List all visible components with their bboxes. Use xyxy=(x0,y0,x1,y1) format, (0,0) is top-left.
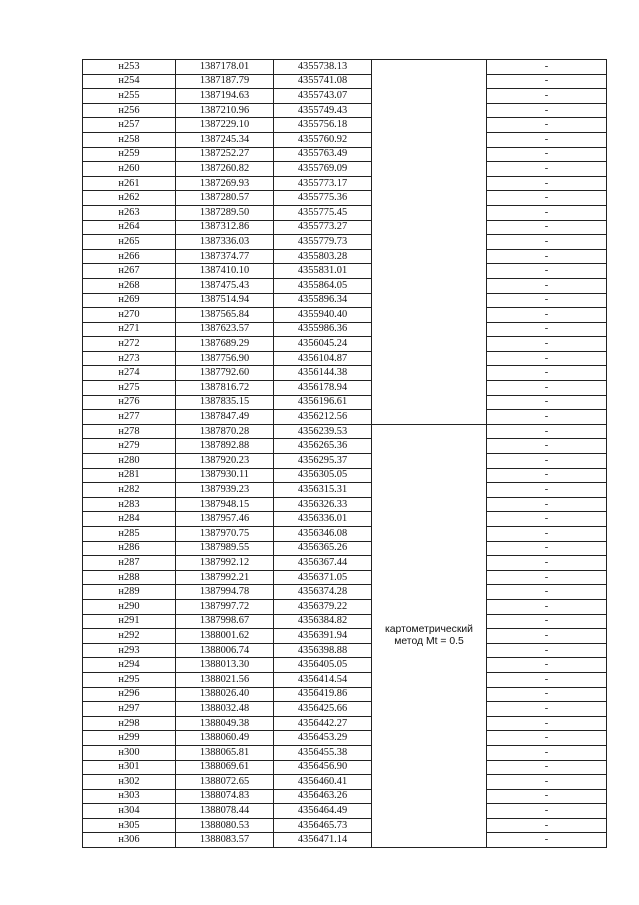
table-row xyxy=(83,410,607,425)
point-id-cell: н289 xyxy=(83,585,176,600)
point-id-cell: н253 xyxy=(83,60,176,75)
x-coordinate-cell: 1387948.15 xyxy=(176,497,274,512)
x-coordinate-cell: 1387280.57 xyxy=(176,191,274,206)
x-coordinate-cell: 1388069.61 xyxy=(176,760,274,775)
point-id-cell: н279 xyxy=(83,439,176,454)
note-cell: - xyxy=(487,789,607,804)
note-cell: - xyxy=(487,308,607,323)
x-coordinate-cell: 1387623.57 xyxy=(176,322,274,337)
point-id-cell: н304 xyxy=(83,804,176,819)
x-coordinate-cell: 1388080.53 xyxy=(176,818,274,833)
point-id-cell: н297 xyxy=(83,702,176,717)
note-cell: - xyxy=(487,585,607,600)
point-id-cell: н257 xyxy=(83,118,176,133)
note-cell: - xyxy=(487,775,607,790)
y-coordinate-cell: 4356453.29 xyxy=(274,731,372,746)
point-id-cell: н303 xyxy=(83,789,176,804)
y-coordinate-cell: 4356336.01 xyxy=(274,512,372,527)
x-coordinate-cell: 1387989.55 xyxy=(176,541,274,556)
x-coordinate-cell: 1387997.72 xyxy=(176,599,274,614)
x-coordinate-cell: 1387374.77 xyxy=(176,249,274,264)
y-coordinate-cell: 4356384.82 xyxy=(274,614,372,629)
table-row xyxy=(83,789,607,804)
x-coordinate-cell: 1387816.72 xyxy=(176,381,274,396)
point-id-cell: н291 xyxy=(83,614,176,629)
table-row xyxy=(83,833,607,848)
table-row xyxy=(83,468,607,483)
note-cell: - xyxy=(487,599,607,614)
method-cell-upper xyxy=(372,60,487,425)
table-row xyxy=(83,775,607,790)
y-coordinate-cell: 4356305.05 xyxy=(274,468,372,483)
x-coordinate-cell: 1388083.57 xyxy=(176,833,274,848)
y-coordinate-cell: 4355769.09 xyxy=(274,162,372,177)
y-coordinate-cell: 4355760.92 xyxy=(274,132,372,147)
point-id-cell: н295 xyxy=(83,672,176,687)
y-coordinate-cell: 4355741.08 xyxy=(274,74,372,89)
table-row xyxy=(83,527,607,542)
point-id-cell: н293 xyxy=(83,643,176,658)
note-cell: - xyxy=(487,205,607,220)
y-coordinate-cell: 4356295.37 xyxy=(274,454,372,469)
x-coordinate-cell: 1387565.84 xyxy=(176,308,274,323)
point-id-cell: н259 xyxy=(83,147,176,162)
point-id-cell: н267 xyxy=(83,264,176,279)
table-row xyxy=(83,658,607,673)
x-coordinate-cell: 1387792.60 xyxy=(176,366,274,381)
x-coordinate-cell: 1387835.15 xyxy=(176,395,274,410)
x-coordinate-cell: 1387252.27 xyxy=(176,147,274,162)
note-cell: - xyxy=(487,672,607,687)
x-coordinate-cell: 1388026.40 xyxy=(176,687,274,702)
x-coordinate-cell: 1387260.82 xyxy=(176,162,274,177)
y-coordinate-cell: 4355940.40 xyxy=(274,308,372,323)
table-row xyxy=(83,381,607,396)
y-coordinate-cell: 4356464.49 xyxy=(274,804,372,819)
table-row xyxy=(83,614,607,629)
note-cell: - xyxy=(487,322,607,337)
table-row xyxy=(83,191,607,206)
table-row xyxy=(83,162,607,177)
table-row xyxy=(83,176,607,191)
x-coordinate-cell: 1387312.86 xyxy=(176,220,274,235)
y-coordinate-cell: 4356471.14 xyxy=(274,833,372,848)
note-cell: - xyxy=(487,337,607,352)
table-row xyxy=(83,351,607,366)
y-coordinate-cell: 4356239.53 xyxy=(274,424,372,439)
x-coordinate-cell: 1387970.75 xyxy=(176,527,274,542)
point-id-cell: н265 xyxy=(83,235,176,250)
note-cell: - xyxy=(487,424,607,439)
x-coordinate-cell: 1387892.88 xyxy=(176,439,274,454)
point-id-cell: н270 xyxy=(83,308,176,323)
y-coordinate-cell: 4356379.22 xyxy=(274,599,372,614)
note-cell: - xyxy=(487,278,607,293)
point-id-cell: н299 xyxy=(83,731,176,746)
x-coordinate-cell: 1387930.11 xyxy=(176,468,274,483)
table-row xyxy=(83,74,607,89)
note-cell: - xyxy=(487,483,607,498)
point-id-cell: н261 xyxy=(83,176,176,191)
x-coordinate-cell: 1388001.62 xyxy=(176,629,274,644)
table-row xyxy=(83,760,607,775)
y-coordinate-cell: 4356178.94 xyxy=(274,381,372,396)
point-id-cell: н301 xyxy=(83,760,176,775)
x-coordinate-cell: 1387847.49 xyxy=(176,410,274,425)
x-coordinate-cell: 1387229.10 xyxy=(176,118,274,133)
table-row xyxy=(83,308,607,323)
note-cell: - xyxy=(487,527,607,542)
note-cell: - xyxy=(487,60,607,75)
point-id-cell: н280 xyxy=(83,454,176,469)
note-cell: - xyxy=(487,833,607,848)
point-id-cell: н288 xyxy=(83,570,176,585)
table-row xyxy=(83,483,607,498)
y-coordinate-cell: 4356374.28 xyxy=(274,585,372,600)
point-id-cell: н274 xyxy=(83,366,176,381)
x-coordinate-cell: 1387689.29 xyxy=(176,337,274,352)
point-id-cell: н294 xyxy=(83,658,176,673)
method-cell xyxy=(372,424,487,847)
y-coordinate-cell: 4356455.38 xyxy=(274,745,372,760)
y-coordinate-cell: 4355831.01 xyxy=(274,264,372,279)
y-coordinate-cell: 4355743.07 xyxy=(274,89,372,104)
table-row xyxy=(83,497,607,512)
note-cell: - xyxy=(487,162,607,177)
x-coordinate-cell: 1388006.74 xyxy=(176,643,274,658)
note-cell: - xyxy=(487,264,607,279)
x-coordinate-cell: 1387178.01 xyxy=(176,60,274,75)
x-coordinate-cell: 1388074.83 xyxy=(176,789,274,804)
point-id-cell: н277 xyxy=(83,410,176,425)
table-row xyxy=(83,731,607,746)
table-row xyxy=(83,249,607,264)
y-coordinate-cell: 4355763.49 xyxy=(274,147,372,162)
point-id-cell: н292 xyxy=(83,629,176,644)
x-coordinate-cell: 1387994.78 xyxy=(176,585,274,600)
table-row xyxy=(83,629,607,644)
note-cell: - xyxy=(487,512,607,527)
y-coordinate-cell: 4355896.34 xyxy=(274,293,372,308)
point-id-cell: н298 xyxy=(83,716,176,731)
y-coordinate-cell: 4356212.56 xyxy=(274,410,372,425)
y-coordinate-cell: 4356460.41 xyxy=(274,775,372,790)
point-id-cell: н305 xyxy=(83,818,176,833)
table-row xyxy=(83,745,607,760)
x-coordinate-cell: 1387939.23 xyxy=(176,483,274,498)
y-coordinate-cell: 4355803.28 xyxy=(274,249,372,264)
y-coordinate-cell: 4355864.05 xyxy=(274,278,372,293)
point-id-cell: н263 xyxy=(83,205,176,220)
note-cell: - xyxy=(487,556,607,571)
point-id-cell: н268 xyxy=(83,278,176,293)
y-coordinate-cell: 4356414.54 xyxy=(274,672,372,687)
table-row xyxy=(83,818,607,833)
point-id-cell: н272 xyxy=(83,337,176,352)
note-cell: - xyxy=(487,293,607,308)
y-coordinate-cell: 4356326.33 xyxy=(274,497,372,512)
y-coordinate-cell: 4355775.36 xyxy=(274,191,372,206)
note-cell: - xyxy=(487,176,607,191)
note-cell: - xyxy=(487,614,607,629)
x-coordinate-cell: 1388049.38 xyxy=(176,716,274,731)
table-row xyxy=(83,687,607,702)
x-coordinate-cell: 1388072.65 xyxy=(176,775,274,790)
note-cell: - xyxy=(487,702,607,717)
y-coordinate-cell: 4356442.27 xyxy=(274,716,372,731)
x-coordinate-cell: 1387210.96 xyxy=(176,103,274,118)
y-coordinate-cell: 4355738.13 xyxy=(274,60,372,75)
note-cell: - xyxy=(487,760,607,775)
y-coordinate-cell: 4356371.05 xyxy=(274,570,372,585)
table-row xyxy=(83,293,607,308)
x-coordinate-cell: 1387992.21 xyxy=(176,570,274,585)
y-coordinate-cell: 4355775.45 xyxy=(274,205,372,220)
table-row xyxy=(83,804,607,819)
point-id-cell: н258 xyxy=(83,132,176,147)
note-cell: - xyxy=(487,395,607,410)
point-id-cell: н278 xyxy=(83,424,176,439)
x-coordinate-cell: 1387410.10 xyxy=(176,264,274,279)
x-coordinate-cell: 1388065.81 xyxy=(176,745,274,760)
note-cell: - xyxy=(487,658,607,673)
point-id-cell: н275 xyxy=(83,381,176,396)
note-cell: - xyxy=(487,249,607,264)
y-coordinate-cell: 4356456.90 xyxy=(274,760,372,775)
y-coordinate-cell: 4356367.44 xyxy=(274,556,372,571)
table-row xyxy=(83,716,607,731)
x-coordinate-cell: 1387245.34 xyxy=(176,132,274,147)
x-coordinate-cell: 1387289.50 xyxy=(176,205,274,220)
table-row xyxy=(83,512,607,527)
note-cell: - xyxy=(487,366,607,381)
note-cell: - xyxy=(487,103,607,118)
x-coordinate-cell: 1387475.43 xyxy=(176,278,274,293)
point-id-cell: н281 xyxy=(83,468,176,483)
table-row xyxy=(83,570,607,585)
x-coordinate-cell: 1388060.49 xyxy=(176,731,274,746)
point-id-cell: н300 xyxy=(83,745,176,760)
table-row xyxy=(83,541,607,556)
note-cell: - xyxy=(487,541,607,556)
note-cell: - xyxy=(487,731,607,746)
y-coordinate-cell: 4355756.18 xyxy=(274,118,372,133)
x-coordinate-cell: 1388032.48 xyxy=(176,702,274,717)
table-row xyxy=(83,439,607,454)
point-id-cell: н269 xyxy=(83,293,176,308)
table-row xyxy=(83,366,607,381)
y-coordinate-cell: 4356391.94 xyxy=(274,629,372,644)
note-cell: - xyxy=(487,687,607,702)
table-row xyxy=(83,278,607,293)
note-cell: - xyxy=(487,468,607,483)
point-id-cell: н264 xyxy=(83,220,176,235)
y-coordinate-cell: 4356104.87 xyxy=(274,351,372,366)
x-coordinate-cell: 1387187.79 xyxy=(176,74,274,89)
note-cell: - xyxy=(487,454,607,469)
table-row xyxy=(83,322,607,337)
method-line-1: картометрический xyxy=(385,623,473,635)
point-id-cell: н256 xyxy=(83,103,176,118)
table-row xyxy=(83,599,607,614)
y-coordinate-cell: 4355773.17 xyxy=(274,176,372,191)
point-id-cell: н285 xyxy=(83,527,176,542)
note-cell: - xyxy=(487,381,607,396)
method-line-2: метод Mt = 0.5 xyxy=(394,635,464,647)
table-row xyxy=(83,643,607,658)
point-id-cell: н306 xyxy=(83,833,176,848)
table-row xyxy=(83,556,607,571)
table-row xyxy=(83,60,607,75)
x-coordinate-cell: 1388078.44 xyxy=(176,804,274,819)
x-coordinate-cell: 1387514.94 xyxy=(176,293,274,308)
table-row xyxy=(83,702,607,717)
y-coordinate-cell: 4355779.73 xyxy=(274,235,372,250)
y-coordinate-cell: 4356419.86 xyxy=(274,687,372,702)
point-id-cell: н255 xyxy=(83,89,176,104)
x-coordinate-cell: 1387920.23 xyxy=(176,454,274,469)
note-cell: - xyxy=(487,132,607,147)
note-cell: - xyxy=(487,716,607,731)
table-row xyxy=(83,264,607,279)
coordinates-table xyxy=(82,59,607,848)
y-coordinate-cell: 4356398.88 xyxy=(274,643,372,658)
note-cell: - xyxy=(487,89,607,104)
point-id-cell: н290 xyxy=(83,599,176,614)
coordinates-table-body xyxy=(83,60,607,848)
table-row xyxy=(83,103,607,118)
x-coordinate-cell: 1388013.30 xyxy=(176,658,274,673)
y-coordinate-cell: 4356196.61 xyxy=(274,395,372,410)
y-coordinate-cell: 4356045.24 xyxy=(274,337,372,352)
x-coordinate-cell: 1388021.56 xyxy=(176,672,274,687)
x-coordinate-cell: 1387336.03 xyxy=(176,235,274,250)
point-id-cell: н262 xyxy=(83,191,176,206)
y-coordinate-cell: 4356315.31 xyxy=(274,483,372,498)
point-id-cell: н287 xyxy=(83,556,176,571)
table-row xyxy=(83,89,607,104)
table-row xyxy=(83,672,607,687)
note-cell: - xyxy=(487,220,607,235)
point-id-cell: н273 xyxy=(83,351,176,366)
point-id-cell: н296 xyxy=(83,687,176,702)
x-coordinate-cell: 1387269.93 xyxy=(176,176,274,191)
point-id-cell: н302 xyxy=(83,775,176,790)
y-coordinate-cell: 4356365.26 xyxy=(274,541,372,556)
y-coordinate-cell: 4356405.05 xyxy=(274,658,372,673)
x-coordinate-cell: 1387957.46 xyxy=(176,512,274,527)
table-row xyxy=(83,424,607,439)
note-cell: - xyxy=(487,745,607,760)
note-cell: - xyxy=(487,570,607,585)
note-cell: - xyxy=(487,191,607,206)
table-row xyxy=(83,205,607,220)
table-row xyxy=(83,337,607,352)
point-id-cell: н282 xyxy=(83,483,176,498)
note-cell: - xyxy=(487,497,607,512)
point-id-cell: н276 xyxy=(83,395,176,410)
table-row xyxy=(83,235,607,250)
y-coordinate-cell: 4356425.66 xyxy=(274,702,372,717)
x-coordinate-cell: 1387194.63 xyxy=(176,89,274,104)
note-cell: - xyxy=(487,410,607,425)
y-coordinate-cell: 4356265.36 xyxy=(274,439,372,454)
point-id-cell: н271 xyxy=(83,322,176,337)
table-row xyxy=(83,132,607,147)
y-coordinate-cell: 4355773.27 xyxy=(274,220,372,235)
x-coordinate-cell: 1387756.90 xyxy=(176,351,274,366)
point-id-cell: н286 xyxy=(83,541,176,556)
x-coordinate-cell: 1387870.28 xyxy=(176,424,274,439)
note-cell: - xyxy=(487,804,607,819)
table-row xyxy=(83,454,607,469)
note-cell: - xyxy=(487,629,607,644)
y-coordinate-cell: 4356144.38 xyxy=(274,366,372,381)
table-row xyxy=(83,395,607,410)
x-coordinate-cell: 1387998.67 xyxy=(176,614,274,629)
note-cell: - xyxy=(487,818,607,833)
point-id-cell: н260 xyxy=(83,162,176,177)
table-row xyxy=(83,585,607,600)
note-cell: - xyxy=(487,351,607,366)
table-row xyxy=(83,220,607,235)
note-cell: - xyxy=(487,74,607,89)
y-coordinate-cell: 4356465.73 xyxy=(274,818,372,833)
point-id-cell: н283 xyxy=(83,497,176,512)
point-id-cell: н254 xyxy=(83,74,176,89)
table-row xyxy=(83,118,607,133)
point-id-cell: н284 xyxy=(83,512,176,527)
note-cell: - xyxy=(487,439,607,454)
point-id-cell: н266 xyxy=(83,249,176,264)
y-coordinate-cell: 4355986.36 xyxy=(274,322,372,337)
x-coordinate-cell: 1387992.12 xyxy=(176,556,274,571)
note-cell: - xyxy=(487,235,607,250)
y-coordinate-cell: 4356463.26 xyxy=(274,789,372,804)
table-row xyxy=(83,147,607,162)
note-cell: - xyxy=(487,147,607,162)
y-coordinate-cell: 4355749.43 xyxy=(274,103,372,118)
y-coordinate-cell: 4356346.08 xyxy=(274,527,372,542)
note-cell: - xyxy=(487,643,607,658)
note-cell: - xyxy=(487,118,607,133)
